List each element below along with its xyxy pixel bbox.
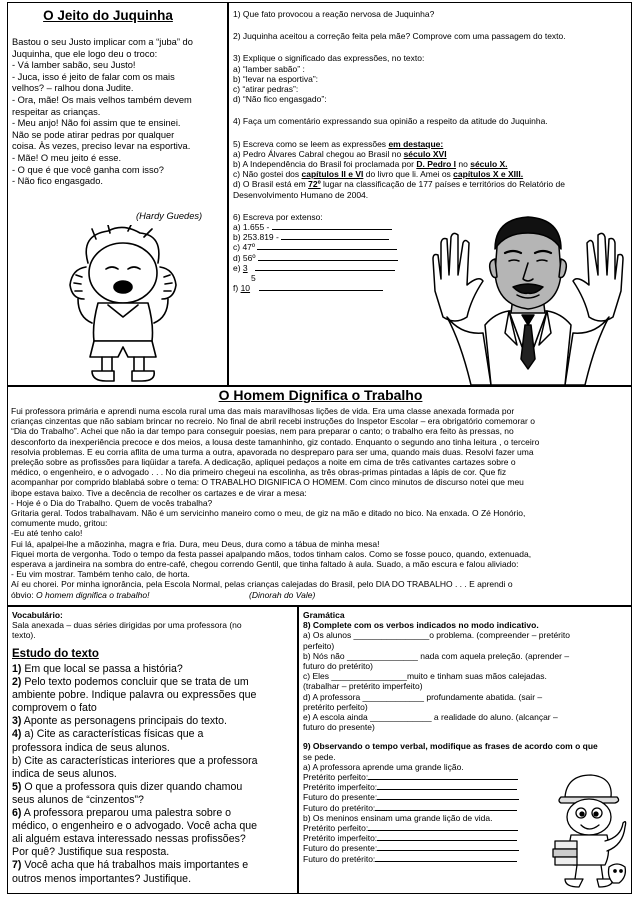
question-3d: d) “Não fico engasgado”:: [233, 94, 327, 105]
story-line: Gritaria geral. Todos trabalhavam. Não é um servicinho maneiro como o meu, de giz na mão e ditado no bico. Na enxada. O Zé Honório,: [11, 508, 526, 519]
question-5a: a) Pedro Álvares Cabral chegou ao Brasil no século XVI: [233, 148, 447, 159]
tense-line: Pretérito imperfeito:: [303, 833, 631, 843]
answer-blank[interactable]: [368, 823, 518, 831]
answer-blank[interactable]: [257, 242, 397, 250]
estudo-line: 1) Em que local se passa a história?: [12, 663, 183, 675]
answer-blank[interactable]: [272, 222, 392, 230]
question-8e-cont: futuro do presente): [303, 722, 375, 733]
poem-line: velhos? – ralhou dona Judite.: [12, 83, 134, 94]
vocab-title: Vocabulário:: [12, 610, 63, 620]
question-8: 8) Complete com os verbos indicados no modo indicativo.: [303, 620, 539, 631]
poem-line: - Juca, isso é jeito de falar com os mais: [12, 71, 175, 82]
estudo-line: comprovem o fato: [12, 702, 97, 715]
story-line: desconforto da inexperiência precoce e dos meios, a lousa deste tamanhinho, giz contado. Enquanto o segundo ano tinha leitura , o terceiro: [11, 436, 540, 447]
vocab-section: [12, 610, 297, 641]
tense-line: Futuro do presente:: [303, 792, 631, 802]
estudo-line: médico, o engenheiro e o advogado. Você acha que: [12, 820, 258, 833]
estudo-line: 3) Aponte as personagens principais do texto.: [12, 715, 227, 728]
question-9-cont: se pede.: [303, 751, 336, 762]
answer-blank[interactable]: [258, 253, 398, 261]
estudo-line: 4) a) Cite as características físicas que a: [12, 728, 204, 741]
tense-line: Pretérito perfeito:: [303, 823, 631, 833]
story-last-line: óbvio: O homem dignifica o trabalho! (Dinorah do Vale): [11, 589, 316, 600]
answer-blank[interactable]: [259, 283, 383, 291]
question-5b: b) A Independência do Brasil foi proclamada por D. Pedro I no século X.: [233, 159, 508, 170]
question-5c: c) Não gostei dos capítulos II e VI do livro que li. Amei os capítulos X e XIII.: [233, 169, 524, 180]
poem-line: - Meu anjo! Não foi assim que te ensinei.: [12, 118, 181, 129]
question-8c: c) Eles ________________muito e tinham suas mãos calejadas.: [303, 671, 547, 682]
story-line: Aí eu chorei. Por minha ignorância, pela Escola Normal, pelas crianças calejadas do Brasil, pelo DIA DO TRABALHO . . . E aprendi o: [11, 579, 513, 590]
question-6e-den: 5: [251, 273, 256, 284]
poem-line: - O que é que você ganha com isso?: [12, 164, 164, 175]
question-8d-cont: pretérito perfeito): [303, 701, 368, 712]
answer-blank[interactable]: [377, 782, 517, 790]
estudo-line: 2) Pelo texto podemos concluir que se trata de um: [12, 676, 249, 689]
question-8b-cont: futuro do pretérito): [303, 661, 373, 672]
question-6: 6) Escreva por extenso:: [233, 211, 323, 222]
question-9: 9) Observando o tempo verbal, modifique as frases de acordo com o que: [303, 741, 598, 752]
boy-covering-ears-illustration: [48, 225, 198, 385]
question-8b: b) Nós não _______________ nada com aquela preleção. (aprender –: [303, 650, 570, 661]
poem-line: coisa. Às vezes, preciso levar na esportiva.: [12, 141, 191, 152]
question-3c: c) “atirar pedras”:: [233, 84, 299, 95]
story-box: [7, 386, 632, 606]
answer-blank[interactable]: [375, 803, 517, 811]
story-line: Fiquei morta de vergonha. Todo o tempo da festa passei apalpando mãos, todos tinham calos. Como se fosse pouco, quando, extenuada,: [11, 548, 532, 559]
boy-with-books-illustration: [547, 767, 629, 891]
story-line: preleção sobre as profissões para liqüidar a tarefa. A dedicação, apliquei pedaços a noite em cima de três cativantes cartazes sobre o: [11, 457, 516, 468]
story-line: Fui lá, apalpei-lhe a mãozinha, magra e fria. Dura, meu Deus, dura como a tábua de minha mesa!: [11, 538, 380, 549]
answer-blank[interactable]: [281, 232, 389, 240]
question-9b: b) Os meninos ensinam uma grande lição de vida.: [303, 812, 493, 823]
estudo-line: 7) Você acha que há trabalhos mais importantes e: [12, 859, 249, 872]
grammar-title: Gramática: [303, 610, 345, 620]
story-line: resolvia problemas. E eu corria aflita de uma turma a outra, apavorada no despreparo para ser uma, quando mais duas. Resolvi fazer uma: [11, 446, 534, 457]
estudo-line: seus alunos de “cinzentos”?: [12, 793, 144, 806]
estudo-questions: [12, 663, 298, 886]
question-8c-cont: (trabalhar – pretérito imperfeito): [303, 681, 423, 692]
vocab-line: Sala anexada – duas séries dirigidas por uma professora (no: [12, 620, 242, 631]
story-line: ibope estava baixo. Tive a decência de recolher os cartazes e de virar a mesa:: [11, 487, 307, 498]
story-line: -Eu até tenho calo!: [11, 528, 83, 539]
estudo-line: Por quê? Justifique sua resposta.: [12, 846, 170, 859]
answer-blank[interactable]: [377, 833, 517, 841]
questions-top-box: [228, 2, 632, 386]
question-8e: e) A escola ainda _____________ a realidade do aluno. (alcançar –: [303, 712, 558, 723]
poem-line: respeitar as crianças.: [12, 106, 101, 117]
story-line: Fui professora primária e aprendi numa escola rural uma das mais maravilhosas lições de vida. Era uma classe anexada formada por: [11, 406, 515, 416]
estudo-line: ambiente pobre. Indique palavra ou expressões que: [12, 689, 257, 702]
estudo-line: 5) O que a professora quis dizer quando chamou: [12, 780, 243, 793]
story-line: “Dia do Trabalho”. Achei que não ia dar tempo para conseguir poesias, nem para preparar o canto; o trabalho era feito às pressas, no: [11, 426, 514, 437]
poem-line: Bastou o seu Justo implicar com a “juba” do: [12, 37, 193, 47]
answer-blank[interactable]: [255, 263, 395, 271]
estudo-line: b) Cite as características interiores que a professora: [12, 754, 258, 767]
estudo-line: indica de seus alunos.: [12, 767, 117, 780]
story-line: comumente mudo, gritou:: [11, 518, 108, 529]
story-title: O Homem Dignifica o Trabalho: [218, 387, 423, 403]
question-3: 3) Explique o significado das expressões, no texto:: [233, 53, 425, 64]
poem-author: (Hardy Guedes): [136, 211, 203, 221]
tense-line: Pretérito perfeito:: [303, 772, 631, 782]
tense-line: Futuro do presente:: [303, 843, 631, 853]
answer-blank[interactable]: [375, 854, 517, 862]
poem-line: - Não fico engasgado.: [12, 176, 103, 187]
poem-line: - Vá lamber sabão, seu Justo!: [12, 60, 136, 71]
story-line: - Hoje é o Dia do Trabalho. Quem de vocês trabalha?: [11, 497, 213, 508]
answer-blank[interactable]: [377, 792, 519, 800]
tense-line: Futuro do pretérito:: [303, 803, 631, 813]
question-8a-cont: perfeito): [303, 640, 335, 651]
estudo-line: outros menos importantes? Justifique.: [12, 872, 192, 885]
estudo-line: professora indica de seus alunos.: [12, 741, 170, 754]
question-5d-cont: Desenvolvimento Humano de 2004.: [233, 189, 369, 200]
man-raised-hands-illustration: [425, 213, 631, 385]
poem-line: - Ora, mãe! Os mais velhos também devem: [12, 94, 192, 105]
story-line: médico, o engenheiro, e o advogado . . . No dia primeiro chegeui na escolinha, as três obras-primas pintadas a lápis de cor. Que fiz: [11, 467, 507, 478]
question-8d: d) A professora _____________ profundamente abatida. (sair –: [303, 691, 543, 702]
poem-box: [7, 2, 228, 386]
estudo-title: Estudo do texto: [12, 648, 99, 660]
poem-line: Não se pode atirar pedras por qualquer: [12, 129, 175, 140]
question-6a: a) 1.655 -: [233, 222, 631, 232]
story-line: esperava a jardineira na sombra do entre-café, chegou correndo Gentil, que tinha faltado à aula. Suado, a mão escura e falou aliviado:: [11, 559, 519, 570]
answer-blank[interactable]: [377, 843, 519, 851]
story-line: crianças cinzentas que não sabiam brincar no recreio. No final de abril recebi instruções do Inspetor Escolar – era obrigatório comemorar o: [11, 416, 535, 427]
story-line: acompanhar por comprido blablabá sobre o tema: O TRABALHO DIGNIFICA O HOMEM. Com cinco minutos de discurso notei que meu: [11, 477, 524, 488]
story-author: (Dinorah do Vale): [249, 589, 316, 600]
question-3b: b) “levar na esportiva”:: [233, 73, 319, 84]
poem-title: O Jeito do Juquinha: [43, 8, 173, 23]
poem-text: [12, 37, 230, 188]
grammar-box: [298, 606, 632, 894]
question-5d: d) O Brasil está em 72º lugar na classificação de 177 países e territórios do Relatório de: [233, 179, 565, 190]
question-4: 4) Faça um comentário expressando sua opinião a respeito da atitude do Juquinha.: [233, 116, 548, 127]
tense-line: Futuro do pretérito:: [303, 854, 631, 864]
question-6c: c) 47º: [233, 242, 631, 252]
question-3a: a) “lamber sabão” :: [233, 63, 305, 74]
poem-line: Juquinha, que ele logo deu o troco:: [12, 48, 158, 59]
story-line: - Eu vim mostrar. Também tenho calo, de horta.: [11, 569, 190, 580]
question-6f: f) 10: [233, 283, 631, 293]
estudo-line: ali alguém estava interessado nessas profissões?: [12, 833, 246, 846]
question-8a: a) Os alunos ________________o problema. (compreender – pretérito: [303, 630, 570, 641]
question-6d: d) 56º: [233, 253, 631, 263]
question-6e: e) 3: [233, 263, 631, 273]
question-5: 5) Escreva como se leem as expressões em destaque:: [233, 138, 444, 149]
story-text: [11, 406, 631, 600]
answer-blank[interactable]: [368, 772, 518, 780]
tense-line: Pretérito imperfeito:: [303, 782, 631, 792]
question-1: 1) Que fato provocou a reação nervosa de Juquinha?: [233, 9, 435, 19]
vocab-line: texto).: [12, 630, 36, 641]
question-6b: b) 253.819 -: [233, 232, 631, 242]
study-box: [7, 606, 298, 894]
question-9a: a) A professora aprende uma grande lição.: [303, 761, 464, 772]
poem-line: - Mãe! O meu jeito é esse.: [12, 152, 122, 163]
estudo-line: 6) A professora preparou uma palestra sobre o: [12, 807, 232, 820]
question-2: 2) Juquinha aceitou a correção feita pela mãe? Comprove com uma passagem do texto.: [233, 31, 566, 42]
